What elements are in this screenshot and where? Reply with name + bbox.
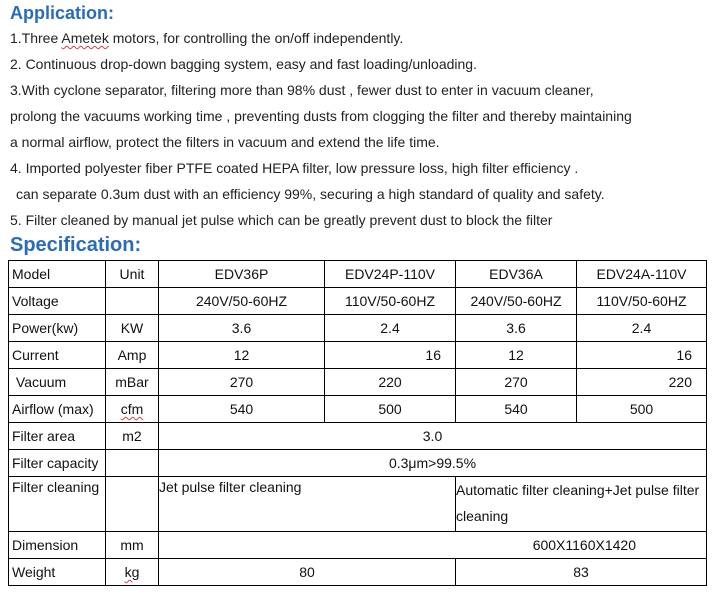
row-unit [106,477,159,532]
row-unit [106,450,159,477]
specification-table [8,260,707,586]
row-unit: kg [106,559,159,586]
cell: 2.4 [577,315,707,342]
cell: 220 [577,369,707,396]
cell-text: Automatic filter cleaning+Jet pulse filter cleaning [456,482,700,524]
cell: 220 [325,369,456,396]
cell: 3.6 [456,315,577,342]
table-row-power [9,315,707,342]
row-unit [106,288,159,315]
table-row-filter-area [9,423,707,450]
row-unit: cfm [106,396,159,423]
table-row-weight [9,559,707,586]
cell: 110V/50-60HZ [325,288,456,315]
table-row-current [9,342,707,369]
cell: 16 [325,342,456,369]
cell: 270 [159,369,325,396]
cell: 500 [577,396,707,423]
header-model-2: EDV24P-110V [325,261,456,288]
table-row-airflow [9,396,707,423]
cell: 270 [456,369,577,396]
row-label: Airflow (max) [9,396,106,423]
cell: 600X1160X1420 [159,532,707,559]
table-row-filter-cleaning [9,477,707,532]
application-line-2: 2. Continuous drop-down bagging system, easy and fast loading/unloading. [10,56,477,72]
specification-heading: Specification: [10,234,142,256]
row-unit: m2 [106,423,159,450]
cell: 12 [159,342,325,369]
cell: 240V/50-60HZ [159,288,325,315]
application-line-3: 3.With cyclone separator, filtering more than 98% dust , fewer dust to enter in vacuum cleaner, [10,82,594,98]
application-line-5: a normal airflow, protect the filters in vacuum and extend the life time. [10,134,440,150]
header-model: Model [9,261,106,288]
cell: 80 [159,559,456,586]
header-model-1: EDV36P [159,261,325,288]
row-unit: mm [106,532,159,559]
cell: 0.3μm>99.5% [159,450,707,477]
row-label: Power(kw) [9,315,106,342]
row-unit: Amp [106,342,159,369]
header-model-4: EDV24A-110V [577,261,707,288]
row-label: Current [9,342,106,369]
row-label: Vacuum [9,369,106,396]
row-label: Weight [9,559,106,586]
cell: 540 [159,396,325,423]
header-model-3: EDV36A [456,261,577,288]
cell [456,477,707,532]
cell: 16 [577,342,707,369]
cell: 3.0 [159,423,707,450]
application-line-6: 4. Imported polyester fiber PTFE coated HEPA filter, low pressure loss, high filter efficiency . [10,160,579,176]
row-unit: mBar [106,369,159,396]
cell: 2.4 [325,315,456,342]
row-label: Filter area [9,423,106,450]
cell: 110V/50-60HZ [577,288,707,315]
table-row-vacuum [9,369,707,396]
table-row-voltage [9,288,707,315]
application-line-1: 1.Three Ametek motors, for controlling the on/off independently. [10,30,404,46]
row-label: Voltage [9,288,106,315]
cell: 540 [456,396,577,423]
table-header-row [9,261,707,288]
cell: 240V/50-60HZ [456,288,577,315]
cell: Jet pulse filter cleaning [159,477,456,532]
table-row-filter-capacity [9,450,707,477]
cell: 500 [325,396,456,423]
header-unit: Unit [106,261,159,288]
application-heading: Application: [10,3,114,23]
cell: 12 [456,342,577,369]
application-line-4: prolong the vacuums working time , preventing dusts from clogging the filter and thereby maintaining [10,108,632,124]
row-label: Filter cleaning [9,477,106,532]
row-label: Filter capacity [9,450,106,477]
cell: 83 [456,559,707,586]
row-unit: KW [106,315,159,342]
row-label: Dimension [9,532,106,559]
cell: 3.6 [159,315,325,342]
application-line-8: 5. Filter cleaned by manual jet pulse which can be greatly prevent dust to block the filter [10,212,553,228]
application-line-7: can separate 0.3um dust with an efficiency 99%, securing a high standard of quality and safety. [16,186,605,202]
table-row-dimension [9,532,707,559]
